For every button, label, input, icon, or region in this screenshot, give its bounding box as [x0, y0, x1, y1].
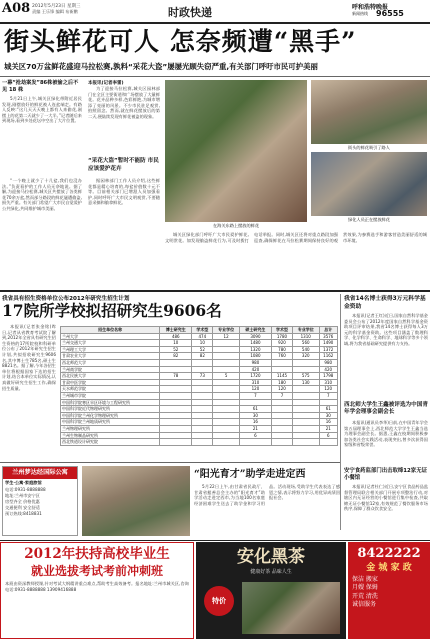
table-cell: 兰州城市学院	[61, 392, 160, 399]
ad-tea-tagline: 健康好茶 品味人生	[250, 569, 292, 575]
grad-table-header-row	[61, 327, 338, 334]
table-row	[61, 425, 338, 432]
ad-left	[2, 466, 78, 536]
flower-photo-main-caption: 在海关东路上摆放的鲜花	[212, 223, 260, 228]
table-cell: 920	[272, 340, 293, 347]
ad-housekeeping-phone: 8422222	[357, 546, 421, 561]
table-cell: 980	[319, 359, 338, 366]
table-cell: 6	[319, 432, 338, 439]
table-cell: 540	[292, 346, 319, 353]
sunshine-text	[194, 484, 340, 538]
table-cell: 760	[272, 353, 293, 360]
table-cell: 560	[292, 340, 319, 347]
hotline-label: 新闻热线	[352, 11, 368, 16]
table-cell	[292, 432, 319, 439]
table-cell: 120	[272, 386, 293, 393]
table-cell: 16	[319, 419, 338, 426]
ad-line: 开荒 清洗	[352, 592, 378, 600]
table-cell	[192, 425, 213, 432]
table-cell: 310	[239, 379, 271, 386]
table-cell	[292, 439, 319, 446]
table-cell: 1490	[319, 340, 338, 347]
table-cell	[272, 399, 293, 406]
sunshine-photo	[82, 466, 190, 536]
table-cell: 120	[239, 386, 271, 393]
table-cell	[192, 399, 213, 406]
lead-quote-title: “采花大盗”暂时不能防 市民应该爱护花卉	[88, 158, 159, 172]
ad-exam-line2: 就业选拔考试考前冲刺班	[30, 564, 163, 578]
table-cell	[272, 425, 293, 432]
flower-photo-main	[165, 80, 307, 222]
grad-table-header-cell: 专业学位	[292, 327, 319, 334]
table-cell: 兰州生物制品研究所	[61, 432, 160, 439]
table-cell: 西北民族大学	[61, 373, 160, 380]
table-cell: 310	[319, 379, 338, 386]
ad-left-banner: 兰州梦达经国际公寓	[3, 467, 77, 479]
lead-text-d	[88, 178, 160, 238]
table-cell	[292, 359, 319, 366]
flower-photo-workers-caption: 绿化人员正在摆放鲜花	[348, 217, 390, 222]
table-cell: 兰州物理研究所	[61, 425, 160, 432]
grad-table-header-cell: 总计	[319, 327, 338, 334]
table-cell	[160, 366, 192, 373]
table-cell	[213, 399, 240, 406]
table-row	[61, 346, 338, 353]
table-cell: 130	[292, 379, 319, 386]
table-cell: 甘肃中医学院	[61, 379, 160, 386]
table-cell: 7	[239, 392, 271, 399]
table-cell	[160, 392, 192, 399]
table-cell: 73	[192, 373, 213, 380]
table-cell: 甘肃农业大学	[61, 353, 160, 360]
table-row	[61, 359, 338, 366]
ad-tea	[196, 542, 346, 639]
table-cell: 120	[319, 386, 338, 393]
table-cell	[272, 366, 293, 373]
table-cell: 1720	[239, 373, 271, 380]
table-cell	[213, 379, 240, 386]
ad-left-sub: 学生·公寓·家庭旅馆	[5, 480, 42, 485]
lead-side-paragraph: 城关区绿化部门呼吁广大市民爱护鲜花,文明赏花。如发现偷盗鲜花行为,可及时拨打电话举报。同时,城关区还将对重点路段加强巡查,确保鲜花在马拉松赛期间保持良好的观赏效果,为参赛选手和游客营造美丽舒适的城市环境。	[165, 232, 427, 243]
table-cell: 78	[160, 373, 192, 380]
table-cell	[160, 439, 192, 446]
table-row	[61, 340, 338, 347]
table-cell: 6	[239, 432, 271, 439]
ad-line: 房型齐全 价格优惠	[5, 498, 40, 504]
table-cell	[213, 392, 240, 399]
table-cell	[192, 392, 213, 399]
grad-text	[2, 324, 56, 460]
table-cell: 61	[319, 406, 338, 413]
ad-line: 交通便利 安全舒适	[5, 504, 40, 510]
table-cell	[192, 412, 213, 419]
grad-table	[60, 326, 338, 446]
grad-table-header-cell: 学术型	[272, 327, 293, 334]
lead-paragraph-a: 5月21日上午,城关区绿化带附近居民发现,刚摆放好的鲜花被人连盆端走。有路人反映:“这几天天天晚上都有人来偷花,刚摆上的花第二天就少了一大半。”记者随后来到现场,看到多处花坛中空出了大片位置。	[2, 96, 82, 124]
ad-line: 地址:兰州市安宁区	[5, 492, 40, 498]
table-cell	[192, 439, 213, 446]
table-cell: 780	[272, 346, 293, 353]
table-cell: 中国科学院兰州化学物理研究所	[61, 412, 160, 419]
table-cell: 82	[192, 353, 213, 360]
table-row	[61, 419, 338, 426]
table-cell	[213, 419, 240, 426]
table-cell	[213, 425, 240, 432]
section-title: 时政快递	[168, 6, 212, 19]
table-cell	[292, 412, 319, 419]
lead-deck: 城关区70万盆鲜花盛迎马拉松赛,孰料“采花大盗”屡屡光顾失窃严重,有关部门呼吁市民可护美丽	[4, 62, 318, 71]
editors-line: 责编 王乐锋 编辑 布新鹏	[32, 9, 78, 14]
lead-text-c	[88, 86, 160, 156]
table-cell	[213, 432, 240, 439]
table-row	[61, 353, 338, 360]
table-cell: 1162	[319, 353, 338, 360]
table-cell	[213, 386, 240, 393]
lead-subhead: 一幕“抢劫案发”86株被偷之后不见 18 株	[2, 80, 79, 93]
table-cell	[272, 432, 293, 439]
table-cell: 1480	[239, 340, 271, 347]
table-cell	[192, 386, 213, 393]
grad-paragraph: 本报讯(记者张金铭)昨日,记者从省教育考试院了解到,2012年全省具有研究生招生资格的17所院校和科研单位公布了2012年研究生招生计划,共拟招收研究生9606名,其中博士生785名,硕士生8821名。据了解,今年各招生单位将根据国家下达的招生计划,结合本单位实际情况,认真做好研究生招生工作,确保招生质量。	[2, 324, 56, 391]
table-cell	[160, 419, 192, 426]
table-cell	[192, 366, 213, 373]
table-cell	[239, 439, 271, 446]
table-cell: 21	[319, 425, 338, 432]
table-cell	[213, 353, 240, 360]
ad-line: 诚信服务	[352, 601, 377, 609]
table-row	[61, 406, 338, 413]
grad-table-header-cell: 博士研究生	[160, 327, 192, 334]
food-safety-text	[344, 484, 428, 538]
table-row	[61, 366, 338, 373]
right-paragraph-1: 本报讯(记者王红)近日,国家自然科学基金委员会公布了2012年度国家自然科学基金资助项目评审结果,我省14名博士获得每人3万元的科学基金资助。这些项目涵盖了数理科学、化学科学、生命科学、地球科学等多个领域,将为我省基础研究提供有力支持。	[344, 313, 428, 346]
flower-photo-passersby	[311, 80, 427, 144]
table-cell: 10	[192, 340, 213, 347]
table-cell: 12	[213, 333, 240, 340]
table-cell: 16	[239, 419, 271, 426]
table-cell	[192, 406, 213, 413]
lead-byline: 本报讯(记者李雷)	[88, 81, 124, 86]
table-cell	[292, 419, 319, 426]
grad-table-header-cell: 硕士研究生	[239, 327, 271, 334]
table-cell: 575	[292, 373, 319, 380]
table-cell: 320	[292, 353, 319, 360]
table-cell: 10	[160, 340, 192, 347]
table-cell	[292, 392, 319, 399]
ad-tea-badge: 特价	[204, 586, 234, 616]
ad-line: 保洁 搬家	[352, 576, 378, 583]
table-cell	[160, 432, 192, 439]
lead-paragraph-c: 为了迎接马拉松赛,城关区园林部门在全区主要街道和广场摆放了大量鲜花。花卉品种多样,色彩鲜艳,为城市增添了亮丽的风景。不少市民驻足观赏,拍照留念。然而,就在鲜花摆放后的第二天,便陆续发现有鲜花被盗的现象。	[88, 86, 160, 119]
table-cell: 1372	[319, 346, 338, 353]
sunshine-paragraph: 5月22日上午,由甘肃省民政厅、甘肃省慈善总会主办的“阳光育才”助学活动走进定西市,为当地100名家庭经济困难学生送去了助学金和学习用品。活动现场,受助学生代表表达了感恩之情,表示将努力学习,用优异成绩回报社会。	[194, 484, 340, 506]
ad-exam	[0, 542, 194, 639]
right-paragraph-2: 本报讯(通讯员李华)日前,在中国青年学会第五届理事会上,西北师范大学学生王鑫当选为理事会副会长。据悉,王鑫在校期间积极参加各类社会实践活动,表现突出,曾多次获得国家级和省级荣誉。	[344, 420, 428, 448]
table-cell	[272, 406, 293, 413]
table-cell: 兰州交通大学	[61, 340, 160, 347]
table-cell	[160, 425, 192, 432]
table-row	[61, 333, 338, 340]
grad-table-header-cell: 学术型	[192, 327, 213, 334]
table-cell	[192, 359, 213, 366]
table-cell	[213, 412, 240, 419]
table-cell	[160, 359, 192, 366]
table-cell: 兰州商学院	[61, 366, 160, 373]
ad-housekeeping	[348, 542, 430, 639]
grad-table-header-cell: 招生单位名称	[61, 327, 160, 334]
lead-headline: 街头鲜花可人 怎奈频遭“黑手”	[4, 27, 357, 56]
date-line: 2012年5月23日 星期三	[32, 4, 81, 9]
table-cell	[213, 340, 240, 347]
lead-paragraph-b: “一个晚上就少了十几盆,我们也没办法。”负责看护的工作人员无奈地说。据了解,为迎接马拉松赛,城关区共摆放了各类鲜花70余万盆,然而部分路段的鲜花屡遭偷盗,损失严重。有关部门希望广大市民自觉爱护公共绿化,共同维护城市美丽。	[2, 178, 82, 211]
table-cell: 兰州理工大学	[61, 346, 160, 353]
ad-line: 月嫂 保姆	[352, 584, 378, 592]
lead-text-a	[2, 96, 82, 176]
flower-photo-workers	[311, 152, 427, 216]
ad-housekeeping-name: 金 城 家 政	[366, 563, 412, 573]
grad-table-wrapper	[60, 326, 338, 458]
table-row	[61, 399, 338, 406]
ad-left-lines	[3, 487, 77, 516]
table-cell: 3576	[319, 333, 338, 340]
table-cell: 7	[272, 392, 293, 399]
table-cell: 1145	[272, 373, 293, 380]
ad-exam-fine: 本班由资深教师授课,针对考试大纲精讲重点难点,帮助考生高效备考。报名地址:兰州市城关区,咨询电话:0931-8888888 13909416888	[5, 581, 189, 592]
sunshine-headline: “阳光育才”助学走进定西	[194, 469, 306, 480]
table-cell: 30	[239, 412, 271, 419]
table-cell: 1320	[239, 346, 271, 353]
table-cell: 1310	[292, 333, 319, 340]
table-cell: 中国科学院寒区旱区环境与工程研究所	[61, 399, 160, 406]
table-row	[61, 392, 338, 399]
ad-tea-product-image	[242, 582, 340, 634]
masthead	[0, 0, 430, 22]
table-cell: 61	[239, 406, 271, 413]
food-safety-paragraph: 本报讯(记者杜仁)近日,安宁区食品药品监督管理局联合相关部门开展专项整治行动,对辖区内无证经营的小餐馆进行集中检查,共取缔无证小餐馆12家,有效规范了餐饮服务市场秩序,保障了群众饮食安全。	[344, 484, 428, 512]
table-cell	[160, 379, 192, 386]
ad-line: 预订热线:8418831	[5, 510, 42, 516]
food-safety-head: 安宁食药监部门出击取缔12家无证小餐馆	[344, 468, 427, 482]
table-cell	[160, 399, 192, 406]
table-cell: 3090	[239, 333, 271, 340]
table-cell	[272, 419, 293, 426]
right-text-2	[344, 420, 428, 464]
table-cell: 1080	[239, 353, 271, 360]
table-cell: 西北铁道设计研究院	[61, 439, 160, 446]
table-cell	[292, 386, 319, 393]
ad-exam-line1: 2012年扶持高校毕业生	[24, 546, 170, 562]
table-cell	[292, 406, 319, 413]
ad-line: 电话:0931-8888888	[5, 487, 46, 492]
table-cell	[213, 406, 240, 413]
table-cell	[292, 425, 319, 432]
table-row	[61, 432, 338, 439]
table-cell	[319, 399, 338, 406]
table-cell	[192, 379, 213, 386]
table-cell: 30	[319, 412, 338, 419]
lead-text-b	[2, 178, 82, 286]
right-text-1	[344, 313, 428, 397]
table-cell	[160, 412, 192, 419]
grad-headline: 17院所学校拟招研究生9606名	[2, 301, 222, 320]
table-cell	[213, 359, 240, 366]
grad-table-header-cell: 专业学位	[213, 327, 240, 334]
table-cell	[272, 359, 293, 366]
paper-name: 呼和浩特晚报	[352, 4, 389, 11]
table-cell: 474	[192, 333, 213, 340]
table-cell: 1798	[319, 373, 338, 380]
table-cell	[213, 439, 240, 446]
flower-photo-passersby-caption: 街头的鲜花吸引了路人	[348, 145, 390, 150]
table-cell: 420	[319, 366, 338, 373]
table-cell	[319, 439, 338, 446]
table-row	[61, 412, 338, 419]
table-row	[61, 379, 338, 386]
lead-side-text	[165, 232, 427, 288]
table-cell: 420	[239, 366, 271, 373]
table-cell: 52	[160, 346, 192, 353]
table-cell	[292, 399, 319, 406]
table-cell: 兰州大学	[61, 333, 160, 340]
table-cell: 5	[213, 373, 240, 380]
table-row	[61, 373, 338, 380]
table-cell: 180	[272, 379, 293, 386]
table-cell	[239, 399, 271, 406]
table-cell: 52	[192, 346, 213, 353]
lead-paragraph-d: 据园林部门工作人员介绍,这些鲜花都是精心培育的,每盆价值数十元不等。目前相关部门已增派人员加强看护,同时呼吁广大市民文明观赏,不要随意采摘和偷拿鲜花。	[88, 178, 160, 206]
table-cell: 1780	[272, 333, 293, 340]
table-row	[61, 386, 338, 393]
table-cell: 7	[319, 392, 338, 399]
table-cell	[160, 386, 192, 393]
table-cell	[213, 346, 240, 353]
table-cell: 西北师范大学	[61, 359, 160, 366]
table-row	[61, 439, 338, 446]
table-cell: 中国科学院兰州地质研究所	[61, 419, 160, 426]
ad-tea-brand: 安化黑茶	[237, 547, 305, 567]
table-cell	[160, 406, 192, 413]
table-cell: 21	[239, 425, 271, 432]
table-cell: 天水师范学院	[61, 386, 160, 393]
table-cell: 980	[239, 359, 271, 366]
ad-housekeeping-lines	[348, 574, 430, 612]
table-cell: 82	[160, 353, 192, 360]
grad-table-body	[61, 333, 338, 445]
table-cell	[213, 366, 240, 373]
table-cell: 中国科学院近代物理研究所	[61, 406, 160, 413]
right-head-1: 我省14名博士获得3万元科学基金资助	[344, 296, 426, 310]
page-code: A08	[2, 1, 31, 16]
table-cell: 486	[160, 333, 192, 340]
table-cell	[192, 419, 213, 426]
right-head-2: 西北师大学生王鑫被评选为中国青年学会理事会副会长	[344, 402, 428, 416]
table-cell	[272, 439, 293, 446]
table-cell	[192, 432, 213, 439]
grad-kicker: 我省具有招生资格单位公布2012年研究生招生计划	[2, 296, 130, 302]
table-cell	[272, 412, 293, 419]
table-cell	[292, 366, 319, 373]
hotline-number: 96555	[376, 9, 404, 18]
